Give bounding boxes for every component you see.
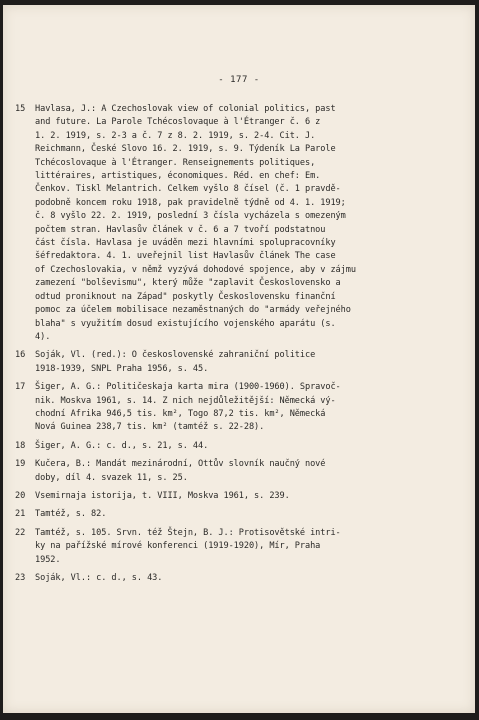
page-number: - 177 - (218, 75, 260, 85)
footnote-line: č. 8 vyšlo 22. 2. 1919, poslední 3 čísla vycházela s omezeným (35, 211, 346, 222)
footnote-line: Soják, Vl. (red.): O československé zahraniční politice (35, 350, 316, 361)
footnote-line: Kučera, B.: Mandát mezinárodní, Ottův slovník naučný nové (35, 459, 326, 470)
footnote-number: 16 (15, 350, 26, 361)
footnote-line: pomoc za účelem mobilisace nezaměstnaných do "armády veřejného (35, 305, 351, 316)
footnote-item (3, 381, 475, 435)
footnote-line: nik. Moskva 1961, s. 14. Z nich nejdůležitější: Německá vý- (35, 395, 336, 406)
footnote-line: 1. 2. 1919, s. 2-3 a č. 7 z 8. 2. 1919, s. 2-4. Cit. J. (35, 130, 316, 141)
footnote-line: Tamtéž, s. 82. (35, 509, 107, 520)
document-page (3, 5, 475, 713)
footnote-line: Vsemirnaja istorija, t. VIII, Moskva 1961, s. 239. (35, 490, 290, 501)
footnote-item (3, 440, 475, 453)
footnote-line: and future. La Parole Tchécoslovaque à l'Étranger č. 6 z (35, 117, 321, 128)
footnote-line: of Czechoslovakia, v němž vyzývá dohodové spojence, aby v zájmu (35, 264, 356, 275)
footnote-line: odtud proniknout na Západ" poskytly Československu finanční (35, 291, 336, 302)
footnote-item (3, 490, 475, 503)
footnote-line: Čenkov. Tiskl Melantrich. Celkem vyšlo 8 čísel (č. 1 pravdě- (35, 184, 341, 195)
footnote-number: 17 (15, 382, 26, 393)
footnote-number: 15 (15, 104, 26, 114)
footnote-number: 21 (15, 509, 26, 520)
footnote-number: 23 (15, 573, 26, 583)
footnote-line: doby, díl 4. svazek 11, s. 25. (35, 472, 188, 483)
footnote-item (3, 458, 475, 485)
footnote-number: 19 (15, 459, 26, 470)
footnote-line: počtem stran. Havlasův článek v č. 6 a 7 tvoří podstatnou (35, 224, 326, 235)
footnote-line: podobně koncem roku 1918, pak pravidelně týdně od 4. 1. 1919; (35, 197, 346, 208)
footnote-line: 4). (35, 331, 51, 342)
footnote-item (3, 349, 475, 376)
footnote-line: Tamtéž, s. 105. Srvn. též Štejn, B. J.: Protisovětské intri- (35, 527, 341, 538)
footnote-line: littéraires, artistiques, économiques. Réd. en chef: Em. (35, 171, 321, 182)
footnote-line: blaha" s využitím dosud existujícího vojenského aparátu (s. (35, 318, 336, 329)
footnote-line: 1952. (35, 554, 61, 565)
footnote-line: Šiger, A. G.: c. d., s. 21, s. 44. (35, 440, 209, 451)
footnote-line: šéfredaktora. 4. 1. uveřejnil list Havlasův článek The case (35, 251, 336, 262)
footnote-line: Reichmann, České Slovo 16. 2. 1919, s. 9. Týdeník La Parole (35, 144, 336, 155)
footnote-item (3, 508, 475, 521)
footnote-line: 1918-1939, SNPL Praha 1956, s. 45. (35, 363, 209, 374)
footnote-number: 18 (15, 440, 26, 451)
footnote-number: 22 (15, 527, 26, 538)
footnote-item (3, 572, 475, 585)
footnote-item (3, 527, 475, 567)
footnote-line: zamezení "bolševismu", který může "zaplavit Československo a (35, 278, 341, 289)
footnote-line: Tchécoslovaque à l'Étranger. Renseignements politiques, (35, 157, 316, 168)
footnotes-list (3, 103, 475, 590)
footnote-line: Havlasa, J.: A Czechoslovak view of colonial politics, past (35, 104, 336, 114)
footnote-number: 20 (15, 490, 26, 501)
footnote-item (3, 103, 475, 344)
footnote-line: část čísla. Havlasa je uváděn mezi hlavními spolupracovníky (35, 238, 336, 249)
footnote-line: Nová Guinea 238,7 tis. km² (tamtéž s. 22-28). (35, 422, 265, 433)
footnote-line: chodní Afrika 946,5 tis. km², Togo 87,2 tis. km², Německá (35, 408, 326, 419)
footnote-line: Šiger, A. G.: Političeskaja karta mira (1900-1960). Spravoč- (35, 382, 341, 393)
footnote-line: ky na pařížské mírové konferenci (1919-1920), Mír, Praha (35, 541, 321, 552)
footnote-line: Soják, Vl.: c. d., s. 43. (35, 573, 163, 583)
